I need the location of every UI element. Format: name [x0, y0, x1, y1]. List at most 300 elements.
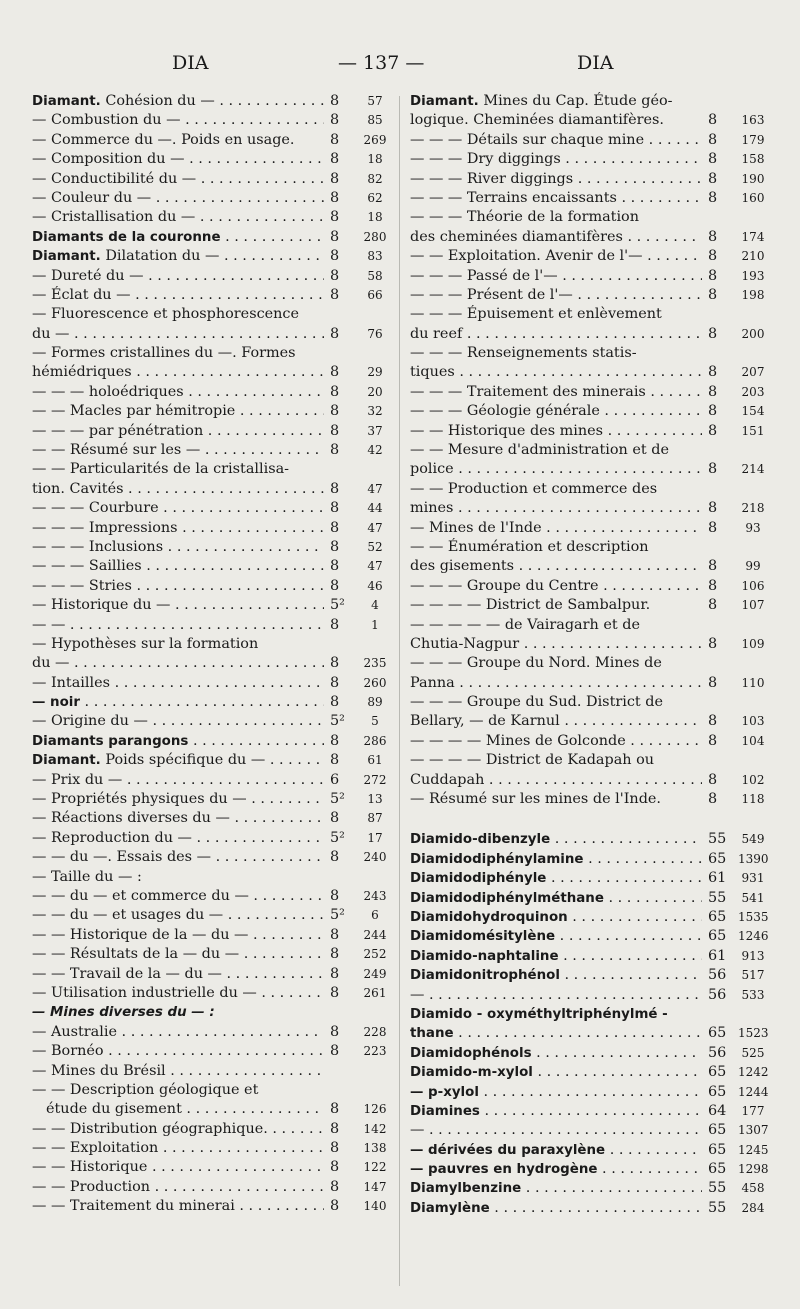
index-entry: [410, 1160, 768, 1179]
entry-label: — — — holoédriques: [32, 383, 184, 400]
index-entry: [32, 150, 390, 169]
entry-heading: Diamido-m-xylol: [410, 1065, 533, 1081]
index-entry: [32, 383, 390, 402]
volume-number: 8: [708, 131, 718, 148]
page-reference: 190: [741, 171, 765, 186]
index-entry: [410, 131, 768, 150]
entry-label: — — — — Mines de Golconde: [410, 732, 626, 749]
index-entry: [410, 499, 768, 518]
page-header: [0, 52, 800, 82]
entry-label: — — Résumé sur les —: [32, 442, 201, 459]
index-entry: [410, 771, 768, 790]
index-entry: [32, 654, 390, 673]
entry-continued-line: — — — Théorie de la formation: [410, 209, 639, 226]
entry-text: [32, 674, 324, 693]
volume-number: 56: [708, 986, 727, 1003]
page-reference: 249: [363, 966, 387, 981]
entry-label: —: [410, 986, 425, 1003]
column-divider: [399, 96, 400, 1286]
page-reference: 244: [363, 927, 387, 942]
entry-label: — Composition du —: [32, 151, 185, 168]
volume-number: 8: [330, 1043, 340, 1060]
page-reference: 1523: [738, 1026, 769, 1041]
entry-label: tiques: [410, 364, 455, 381]
entry-text: [410, 771, 702, 790]
entry-text: [410, 850, 702, 869]
entry-text: [32, 906, 324, 925]
entry-label: logique. Cheminées diamantifères.: [410, 112, 665, 129]
page-reference: 1307: [738, 1123, 769, 1138]
entry-label: police: [410, 461, 454, 478]
entry-text: [410, 889, 702, 908]
index-entry: [32, 441, 390, 460]
page-reference: 214: [741, 462, 765, 477]
entry-text: [32, 848, 324, 867]
page-reference: 154: [741, 404, 765, 419]
volume-number: 8: [330, 1159, 340, 1176]
index-entry: [32, 732, 390, 751]
volume-number: 5²: [330, 907, 345, 924]
entry-text: [410, 189, 702, 208]
entry-label: — — Résultats de la — du —: [32, 946, 240, 963]
entry-heading: Diamidonitrophénol: [410, 968, 560, 984]
entry-text: [32, 693, 324, 712]
entry-text: [32, 383, 324, 402]
entry-text: [32, 422, 324, 441]
entry-text: [32, 771, 324, 790]
page-reference: 177: [741, 1103, 765, 1118]
index-entry: [32, 247, 390, 266]
index-entry: [410, 927, 768, 946]
entry-text: [32, 363, 324, 382]
entry-text: [410, 712, 702, 731]
entry-text: [410, 325, 702, 344]
volume-number: 8: [330, 732, 340, 749]
entry-label: —: [410, 1122, 425, 1139]
page-reference: 4: [371, 598, 379, 613]
index-entry: [410, 1024, 768, 1043]
entry-text: [32, 441, 324, 460]
page-reference: 47: [367, 559, 383, 574]
volume-number: 8: [330, 694, 340, 711]
entry-label: — — Historique: [32, 1159, 148, 1176]
entry-text: [32, 111, 324, 130]
entry-text: [32, 325, 324, 344]
page-reference: 142: [363, 1121, 387, 1136]
page-reference: 89: [367, 695, 383, 710]
entry-text: [410, 1063, 702, 1082]
page-reference: 286: [363, 733, 387, 748]
page-reference: 203: [741, 384, 765, 399]
volume-number: 8: [330, 383, 340, 400]
entry-continued-line: — — — Épuisement et enlèvement: [410, 306, 662, 323]
index-entry: [32, 1062, 390, 1081]
entry-text: [410, 869, 702, 888]
volume-number: 8: [330, 926, 340, 943]
index-entry: [32, 325, 390, 344]
page-reference: 47: [367, 481, 383, 496]
index-entry: [32, 1178, 390, 1197]
index-entry: [32, 422, 390, 441]
volume-number: 8: [330, 170, 340, 187]
index-entry: [410, 286, 768, 305]
entry-label: — Résumé sur les mines de l'Inde.: [410, 791, 661, 808]
index-entry: [32, 693, 390, 712]
page-reference: 160: [741, 190, 765, 205]
entry-label: du reef: [410, 325, 463, 342]
entry-label: — — — par pénétration: [32, 422, 204, 439]
entry-label: hémiédriques: [32, 364, 132, 381]
entry-continued-line: — — — — District de Kadapah ou: [410, 752, 655, 769]
entry-text: [32, 267, 324, 286]
volume-number: 8: [330, 616, 340, 633]
index-entry: [32, 596, 390, 615]
index-entry: [32, 771, 390, 790]
index-entry: [410, 830, 768, 849]
entry-label: — — — Courbure: [32, 500, 159, 517]
entry-continued-line: — — Particularités de la cristallisa-: [32, 461, 290, 478]
entry-continued-line: — — Description géologique et: [32, 1081, 259, 1098]
volume-number: 8: [330, 112, 340, 129]
entry-label: — — — Groupe du Centre: [410, 577, 599, 594]
entry-text: [32, 208, 324, 227]
page-reference: 5: [371, 714, 379, 729]
entry-text: [410, 170, 702, 189]
index-entry: [410, 908, 768, 927]
entry-text: [410, 519, 702, 538]
volume-number: 8: [330, 267, 340, 284]
entry-heading: Diamido-dibenzyle: [410, 832, 551, 848]
entry-text: [410, 460, 702, 479]
volume-number: 8: [708, 325, 718, 342]
index-entry: [410, 674, 768, 693]
volume-number: 8: [330, 1198, 340, 1215]
volume-number: 8: [330, 442, 340, 459]
entry-text: [32, 538, 324, 557]
entry-label: des cheminées diamantifères: [410, 228, 623, 245]
entry-continued-line: — — — Groupe du Nord. Mines de: [410, 655, 662, 672]
entry-label: — — Exploitation. Avenir de l'—: [410, 248, 643, 265]
index-entry: [32, 538, 390, 557]
entry-label: Panna: [410, 674, 455, 691]
entry-heading: Diamido-naphtaline: [410, 948, 559, 964]
entry-continued-line: [410, 92, 768, 111]
page-reference: 147: [363, 1179, 387, 1194]
index-entry: [32, 674, 390, 693]
entry-heading: Diamidophénols: [410, 1045, 532, 1061]
volume-number: 8: [330, 480, 340, 497]
volume-number: 65: [708, 1122, 727, 1139]
entry-continued-line: — Formes cristallines du —. Formes: [32, 345, 296, 362]
page-reference: 549: [741, 832, 765, 847]
entry-text: [410, 1044, 702, 1063]
volume-number: 8: [708, 112, 718, 129]
entry-label: — Mines du Brésil: [32, 1062, 166, 1079]
entry-label: — — Traitement du minerai: [32, 1198, 235, 1215]
volume-number: 8: [330, 538, 340, 555]
index-column-right: [410, 92, 768, 1218]
entry-continued-line: — — Mesure d'administration et de: [410, 442, 670, 459]
entry-label: du —: [32, 325, 70, 342]
page-reference: 151: [741, 423, 765, 438]
page-reference: 280: [363, 229, 387, 244]
volume-number: 8: [330, 500, 340, 517]
page-reference: 106: [741, 578, 765, 593]
index-entry: [32, 1042, 390, 1061]
volume-number: 8: [330, 1140, 340, 1157]
entry-label: — — — Terrains encaissants: [410, 189, 617, 206]
volume-number: 8: [708, 732, 718, 749]
entry-text: [32, 499, 324, 518]
index-entry: [32, 848, 390, 867]
entry-text: [32, 751, 324, 770]
entry-label: — Éclat du —: [32, 286, 131, 303]
page-reference: 218: [741, 501, 765, 516]
index-entry: [32, 1139, 390, 1158]
entry-label: — — — Présent de l'—: [410, 286, 573, 303]
index-entry: [32, 480, 390, 499]
index-entry: [32, 1197, 390, 1216]
volume-number: 8: [708, 403, 718, 420]
index-entry: [32, 402, 390, 421]
entry-label: — Cristallisation du —: [32, 209, 196, 226]
page-reference: 140: [363, 1199, 387, 1214]
spacer: [410, 809, 768, 830]
index-entry: [32, 965, 390, 984]
entry-label: — Origine du —: [32, 713, 148, 730]
entry-text: [410, 635, 702, 654]
entry-text: [32, 1178, 324, 1197]
page-reference: 284: [741, 1200, 765, 1215]
page-reference: 1535: [738, 910, 769, 924]
volume-number: 6: [330, 771, 340, 788]
index-entry: [410, 402, 768, 421]
volume-number: 8: [708, 151, 718, 168]
volume-number: 55: [708, 1180, 727, 1197]
index-entry: [32, 92, 390, 111]
entry-label: — Historique du —: [32, 597, 171, 614]
entry-label: du —: [32, 655, 70, 672]
index-entry: [32, 499, 390, 518]
index-entry: [410, 111, 768, 130]
entry-label: — — — Saillies: [32, 558, 142, 575]
page-reference: 52: [367, 539, 383, 554]
volume-number: 8: [330, 1178, 340, 1195]
index-entry: [410, 732, 768, 751]
index-entry: [410, 1083, 768, 1102]
volume-number: 8: [330, 558, 340, 575]
volume-number: 8: [330, 92, 340, 109]
index-entry: [32, 829, 390, 848]
entry-label: — — du —. Essais des —: [32, 849, 212, 866]
entry-text: [410, 383, 702, 402]
index-entry: [32, 906, 390, 925]
index-entry: [410, 325, 768, 344]
index-entry: [32, 557, 390, 576]
volume-number: 8: [708, 189, 718, 206]
volume-number: 8: [330, 403, 340, 420]
volume-number: 8: [708, 674, 718, 691]
index-entry: [32, 751, 390, 770]
page-reference: 174: [741, 229, 765, 244]
index-entry: [410, 1102, 768, 1121]
entry-text: [410, 1083, 702, 1102]
entry-heading: Diamidodiphénylméthane: [410, 890, 604, 906]
volume-number: 8: [330, 1023, 340, 1040]
volume-number: 8: [330, 151, 340, 168]
volume-number: 55: [708, 1199, 727, 1216]
page-reference: 61: [367, 753, 383, 768]
entry-text: [32, 1100, 324, 1119]
entry-heading: Diamidomésitylène: [410, 929, 556, 945]
page-reference: 126: [363, 1102, 387, 1117]
index-entry: [32, 577, 390, 596]
volume-number: 64: [708, 1102, 727, 1119]
entry-heading: Diamidodiphénylamine: [410, 851, 584, 867]
index-entry: [32, 1158, 390, 1177]
entry-text: [410, 577, 702, 596]
entry-text: [32, 92, 324, 111]
entry-label: — — Production: [32, 1178, 151, 1195]
entry-continued-line: — Hypothèses sur la formation: [32, 635, 259, 652]
entry-text: [410, 286, 702, 305]
entry-text: [32, 1042, 324, 1061]
page-reference: 18: [367, 152, 383, 167]
entry-label: — Bornéo: [32, 1043, 104, 1060]
entry-continued-line: — Taille du — :: [32, 868, 142, 885]
entry-label: — — Exploitation: [32, 1140, 159, 1157]
index-entry: [410, 790, 768, 809]
page-reference: 223: [363, 1044, 387, 1059]
volume-number: 8: [330, 810, 340, 827]
index-entry: [410, 635, 768, 654]
entry-heading: Diamants de la couronne: [32, 229, 221, 245]
index-entry: [410, 850, 768, 869]
entry-label: — — — Traitement des minerais: [410, 383, 646, 400]
entry-label: — Dureté du —: [32, 267, 144, 284]
index-entry: [32, 1120, 390, 1139]
entry-continued-line: — — Énumération et description: [410, 538, 649, 555]
volume-number: 8: [708, 364, 718, 381]
index-entry: [410, 986, 768, 1005]
entry-label: — — — — District de Sambalpur.: [410, 597, 651, 614]
entry-text: [32, 596, 324, 615]
index-entry: [32, 363, 390, 382]
entry-label: — Propriétés physiques du —: [32, 791, 247, 808]
entry-text: [32, 1197, 324, 1216]
volume-number: 5²: [330, 829, 345, 846]
entry-text: [410, 908, 702, 927]
volume-number: 8: [708, 558, 718, 575]
entry-heading: Diamants parangons: [32, 733, 189, 749]
entry-continued-line: — — Production et commerce des: [410, 480, 658, 497]
index-entry: [410, 966, 768, 985]
volume-number: 8: [330, 131, 340, 148]
entry-text: [410, 1179, 702, 1198]
index-entry: [32, 519, 390, 538]
entry-text: [410, 966, 702, 985]
page-reference: 109: [741, 636, 765, 651]
page-reference: 541: [741, 890, 765, 905]
page-number: — 137 —: [338, 52, 425, 74]
volume-number: 5²: [330, 791, 345, 808]
index-entry: [410, 170, 768, 189]
entry-label: — Intailles: [32, 674, 110, 691]
entry-label: — Australie: [32, 1023, 117, 1040]
page-reference: 110: [741, 675, 765, 690]
page-reference: 163: [741, 113, 765, 128]
page-reference: 931: [741, 871, 765, 886]
entry-text: [410, 228, 702, 247]
entry-text: [410, 363, 702, 382]
entry-label: — —: [32, 616, 66, 633]
volume-number: 8: [330, 209, 340, 226]
page-reference: 252: [363, 947, 387, 962]
entry-text: [410, 986, 702, 1005]
entry-text: [32, 1120, 324, 1139]
volume-number: 8: [330, 519, 340, 536]
entry-text: [32, 131, 324, 150]
page-reference: 37: [367, 423, 383, 438]
page-reference: 99: [745, 559, 761, 574]
volume-number: 8: [330, 888, 340, 904]
entry-label: — — — Détails sur chaque mine: [410, 131, 645, 148]
volume-number: 65: [708, 1141, 727, 1158]
entry-text: [32, 480, 324, 499]
index-entry: [410, 150, 768, 169]
page-reference: 29: [367, 365, 383, 380]
index-entry: [32, 1100, 390, 1119]
volume-number: 8: [330, 965, 340, 982]
entry-text: [410, 1141, 702, 1160]
entry-heading: Diamant.: [32, 249, 101, 265]
index-entry: [32, 267, 390, 286]
entry-heading: Diamylène: [410, 1200, 490, 1216]
index-entry: [32, 208, 390, 227]
entry-label: — — Distribution géographique.: [32, 1120, 268, 1137]
volume-number: 8: [330, 946, 340, 963]
entry-label: — Mines de l'Inde: [410, 519, 542, 536]
page-reference: 57: [367, 93, 383, 108]
index-entry: [410, 1141, 768, 1160]
index-entry: [410, 519, 768, 538]
entry-label: — — Macles par hémitropie: [32, 403, 236, 420]
entry-heading: Diamidodiphényle: [410, 871, 547, 887]
page-reference: 20: [367, 384, 383, 399]
entry-label: — Couleur du —: [32, 189, 152, 206]
volume-number: 8: [330, 286, 340, 303]
index-entry: [410, 1121, 768, 1140]
entry-text: [410, 131, 702, 150]
running-head-right: DIA: [577, 52, 614, 74]
entry-label: Poids spécifique du —: [100, 752, 266, 769]
entry-text: [410, 947, 702, 966]
entry-text: [32, 965, 324, 984]
volume-number: 55: [708, 831, 727, 848]
entry-label: — Conductibilité du —: [32, 170, 197, 187]
volume-number: 65: [708, 928, 727, 945]
index-entry: [32, 286, 390, 305]
volume-number: 8: [708, 422, 718, 439]
volume-number: 65: [708, 909, 727, 925]
entry-text: [32, 984, 324, 1003]
entry-text: [410, 499, 702, 518]
entry-text: [32, 1139, 324, 1158]
page-reference: 260: [363, 675, 387, 690]
page-reference: 85: [367, 113, 383, 128]
page-reference: 82: [367, 171, 383, 186]
entry-label: — — — Géologie générale: [410, 403, 600, 420]
